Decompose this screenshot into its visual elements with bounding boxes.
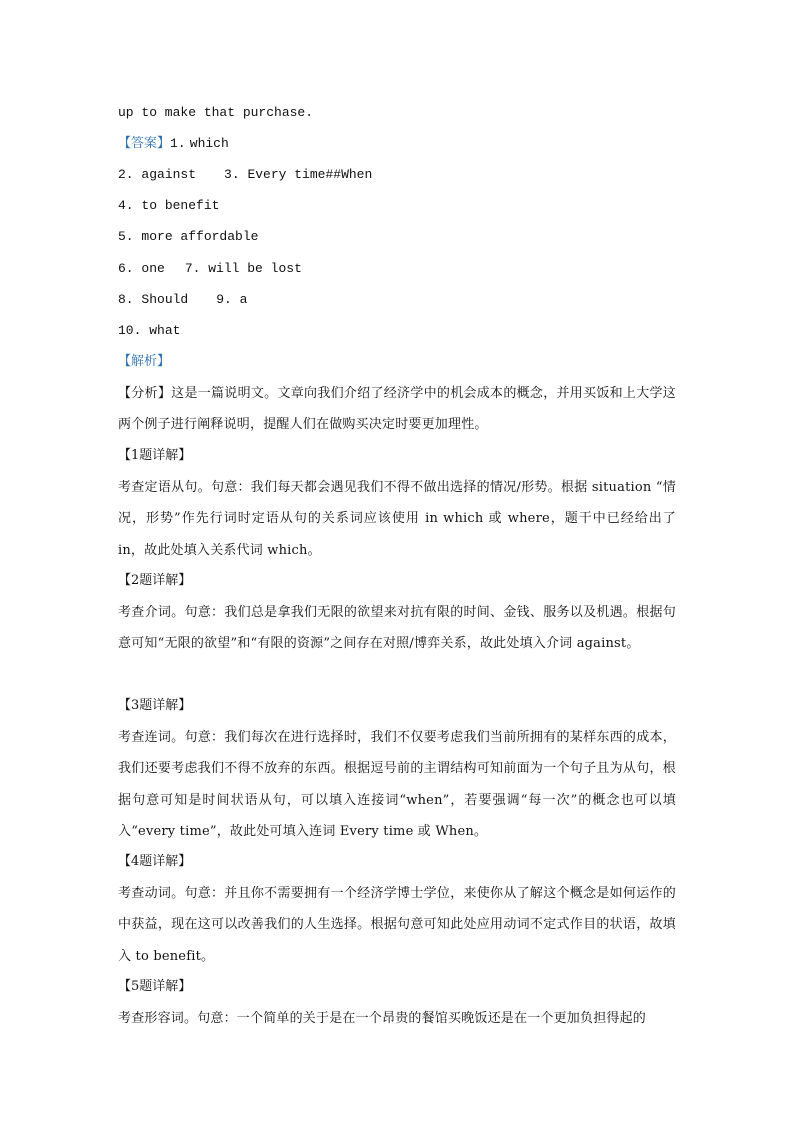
- answer-1: which: [189, 136, 229, 151]
- answer-label: 【答案】: [118, 136, 171, 151]
- answer-line-4: 5. more affordable: [118, 229, 259, 244]
- answer-6: one: [141, 261, 165, 276]
- answer-line-1: 【答案】1. which: [118, 136, 229, 151]
- answer-8: Should: [141, 292, 189, 307]
- answer-line-6: 8. Should 9. a: [118, 292, 248, 307]
- analysis-summary: 【分析】这是一篇说明文。文章向我们介绍了经济学中的机会成本的概念，并用买饭和上大学这两个例子进行阐释说明，提醒人们在做购买决定时要更加理性。: [118, 386, 676, 433]
- detail-title-4: 【4题详解】: [118, 854, 192, 869]
- answer-line-2: 2. against 3. Every time##When: [118, 167, 373, 182]
- detail-text-3: 考查连词。句意：我们每次在进行选择时，我们不仅要考虑我们当前所拥有的某样东西的成本，我们还要考虑我们不得不放弃的东西。根据逗号前的主谓结构可知前面为一个句子且为从句，根据句意可知是时间状语从句，可以填入连接词“when”，若要强调“每一次”的概念也可以填入“every time”，故此处可填入连词 Every time 或 When。: [118, 730, 676, 839]
- continuation-text: up to make that purchase.: [118, 105, 314, 120]
- answer-9: a: [239, 292, 248, 307]
- detail-text-5: 考查形容词。句意：一个简单的关于是在一个昂贵的餐馆买晚饭还是在一个更加负担得起的: [118, 1011, 647, 1026]
- answer-line-7: 10. what: [118, 323, 181, 338]
- answer-10: what: [149, 323, 181, 338]
- answer-4: to benefit: [141, 198, 220, 213]
- detail-title-1: 【1题详解】: [118, 448, 192, 463]
- answer-3: Every time##When: [247, 167, 373, 182]
- answer-5: more affordable: [141, 229, 259, 244]
- detail-text-2: 考查介词。句意：我们总是拿我们无限的欲望来对抗有限的时间、金钱、服务以及机遇。根据句意可知“无限的欲望”和“有限的资源”之间存在对照/博弈关系，故此处填入介词 against。: [118, 605, 676, 652]
- detail-text-4: 考查动词。句意：并且你不需要拥有一个经济学博士学位，来使你从了解这个概念是如何运作的中获益，现在这可以改善我们的人生选择。根据句意可知此处应用动词不定式作目的状语，故填入 to benefit。: [118, 886, 676, 964]
- answer-line-3: 4. to benefit: [118, 198, 220, 213]
- detail-title-2: 【2题详解】: [118, 573, 192, 588]
- detail-text-1: 考查定语从句。句意：我们每天都会遇见我们不得不做出选择的情况/形势。根据 situation “情况，形势”作先行词时定语从句的关系词应该使用 in which 或 where，题干中已经给出了 in，故此处填入关系代词 which。: [118, 480, 676, 558]
- answer-7: will be lost: [208, 261, 302, 276]
- detail-title-5: 【5题详解】: [118, 979, 192, 994]
- answer-2: against: [141, 167, 197, 182]
- answer-line-5: 6. one 7. will be lost: [118, 261, 302, 276]
- analysis-label: 【解析】: [118, 354, 171, 369]
- detail-title-3: 【3题详解】: [118, 698, 192, 713]
